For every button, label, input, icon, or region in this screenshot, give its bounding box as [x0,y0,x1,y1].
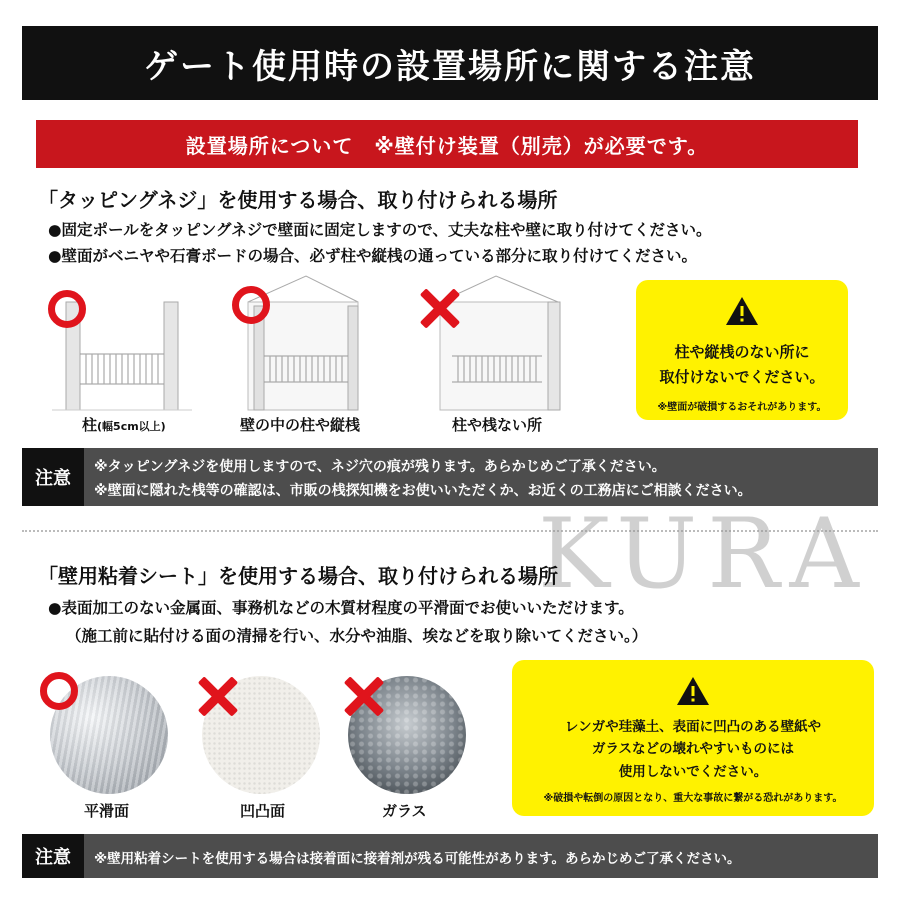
note-2-line-1: ※壁用粘着シートを使用する場合は接着面に接着剤が残る可能性があります。あらかじめご了承ください。 [94,851,741,867]
warning-2-line-1: レンガや珪藻土、表面に凹凸のある壁紙や [564,719,822,735]
warning-1-note: ※壁面が破損するおそれがあります。 [657,401,827,413]
caption-smooth: 平滑面 [84,802,130,820]
section1-heading: 「タッピングネジ」を使用する場合、取り付けられる場所 [38,188,558,212]
note-1-line-2: ※壁面に隠れた桟等の確認は、市販の桟探知機をお使いいただくか、お近くの工務店にご相談ください。 [94,483,752,499]
warning-2-line-2: ガラスなどの壊れやすいものには [591,741,795,758]
warning-triangle-icon [676,676,710,706]
warning-2-line-3: 使用しないでください。 [618,763,768,780]
watermark: KURA [538,498,869,610]
caption-uneven: 凹凸面 [240,802,286,820]
section1-bullet-2: ●壁面がベニヤや石膏ボードの場合、必ず柱や縦桟の通っている部分に取り付けてください。 [48,247,698,265]
note-bar-2 [22,834,878,878]
warning-triangle-icon [725,296,759,326]
installation-banner: 設置場所について ※壁付け装置（別売）が必要です。 [36,120,858,168]
caption-pillar: 柱(幅5cm以上) [82,416,166,434]
page-title: ゲート使用時の設置場所に関する注意 [22,26,878,100]
section1-bullet-1: ●固定ポールをタッピングネジで壁面に固定しますので、丈夫な柱や壁に取り付けてください。 [48,221,712,239]
ng-cross-icon [344,676,384,716]
warning-1-line-1: 柱や縦桟のない所に [674,343,810,361]
note-label: 注意 [22,448,84,506]
warning-box-2 [512,660,874,816]
ng-cross-icon [420,288,460,328]
caption-stud: 壁の中の柱や縦桟 [240,416,361,434]
warning-2-note: ※破損や転倒の原因となり、重大な事故に繋がる恐れがあります。 [543,792,843,804]
caption-glass: ガラス [382,802,427,820]
note-label: 注意 [22,834,84,878]
caption-no-stud: 柱や桟ない所 [452,416,543,434]
ok-circle-icon [232,286,270,324]
ok-circle-icon [48,290,86,328]
section2-bullet-1: ●表面加工のない金属面、事務机などの木質材程度の平滑面でお使いいただけます。 [48,599,634,617]
note-1-line-1: ※タッピングネジを使用しますので、ネジ穴の痕が残ります。あらかじめご了承ください。 [94,459,666,475]
section2-heading: 「壁用粘着シート」を使用する場合、取り付けられる場所 [38,564,558,588]
ng-cross-icon [198,676,238,716]
section2-bullet-2: （施工前に貼付ける面の清掃を行い、水分や油脂、埃などを取り除いてください。） [66,627,648,645]
ok-circle-icon [40,672,78,710]
warning-1-line-2: 取付けないでください。 [659,367,825,386]
warning-box-1 [636,280,848,420]
